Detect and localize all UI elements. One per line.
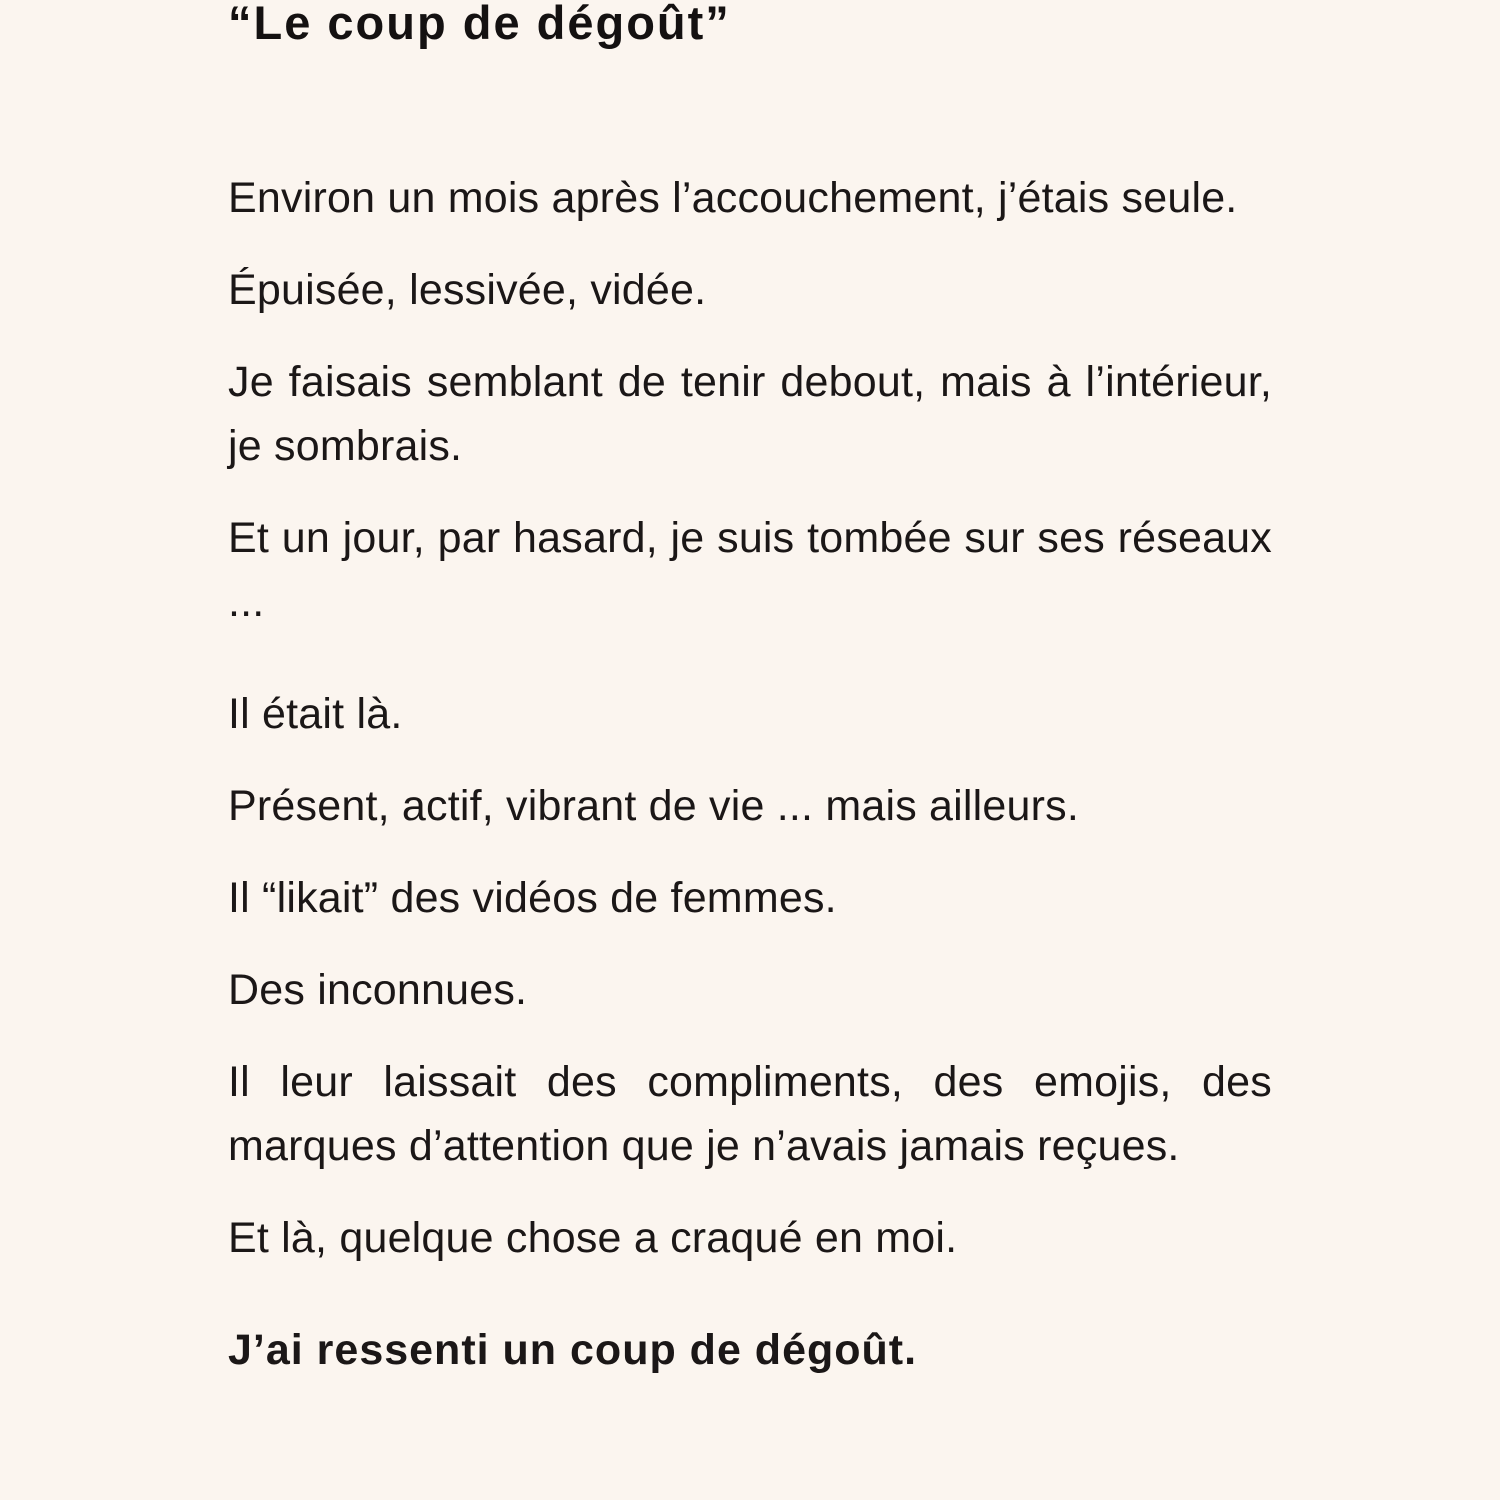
paragraph: Il était là.: [228, 690, 403, 738]
paragraph: Et un jour, par hasard, je suis tombée sur ses réseaux ...: [228, 514, 1272, 626]
body-text: [228, 166, 1272, 1382]
paragraph: Épuisée, lessivée, vidée.: [228, 266, 707, 314]
paragraph: Il leur laissait des compliments, des emojis, des marques d’attention que je n’avais jamais reçues.: [228, 1058, 1272, 1170]
paragraph: Je faisais semblant de tenir debout, mais à l’intérieur, je sombrais.: [228, 358, 1272, 470]
paragraph: Il “likait” des vidéos de femmes.: [228, 874, 837, 922]
paragraph: Et là, quelque chose a craqué en moi.: [228, 1214, 958, 1262]
closing-statement: J’ai ressenti un coup de dégoût.: [228, 1326, 918, 1374]
paragraph: Présent, actif, vibrant de vie ... mais ailleurs.: [228, 782, 1080, 830]
page-title: “Le coup de dégoût”: [228, 0, 731, 49]
paragraph: Environ un mois après l’accouchement, j’étais seule.: [228, 174, 1238, 222]
paragraph: Des inconnues.: [228, 966, 528, 1014]
